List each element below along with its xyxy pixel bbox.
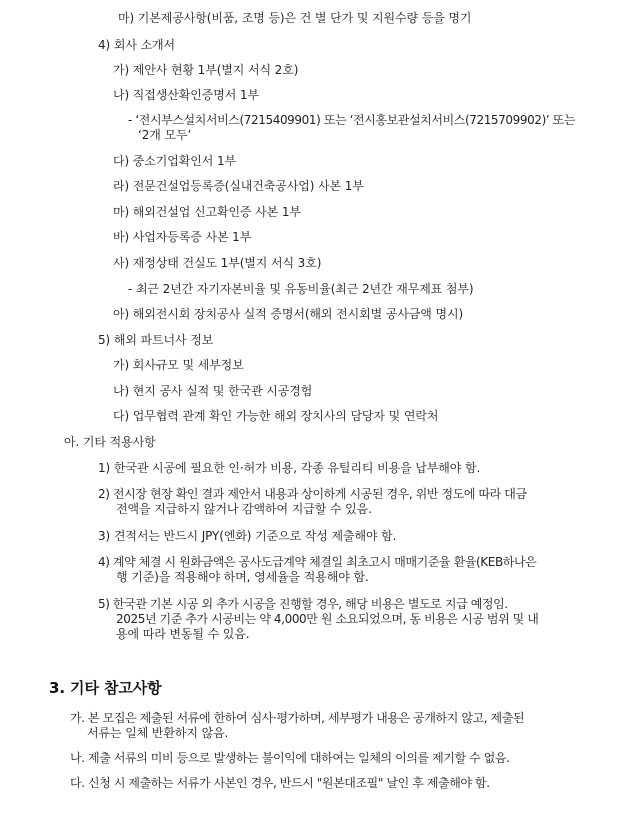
section-subheading: 아. 기타 적용사항 xyxy=(64,435,156,449)
text-line: 마) 해외건설업 신고확인증 사본 1부 xyxy=(113,205,301,219)
text-line: 바) 사업자등록증 사본 1부 xyxy=(113,230,252,244)
text-line: 다) 중소기업확인서 1부 xyxy=(113,154,236,168)
text-line: 가) 회사규모 및 세부정보 xyxy=(113,358,244,372)
text-line: 나) 현지 공사 실적 및 한국관 시공경험 xyxy=(113,384,313,398)
text-line: 3) 견적서는 반드시 JPY(엔화) 기준으로 작성 제출해야 함. xyxy=(98,529,397,543)
text-line: 5) 한국관 기본 시공 외 추가 시공을 진행할 경우, 해당 비용은 별도로 지급 예정임. xyxy=(98,597,508,611)
text-line: ‘2개 모두’ xyxy=(138,128,192,142)
text-line: 라) 전문건설업등록증(실내건축공사업) 사본 1부 xyxy=(113,179,364,193)
text-line: 다. 신청 시 제출하는 서류가 사본인 경우, 반드시 "원본대조필" 날인 후 제출해야 함. xyxy=(70,776,490,790)
text-line: - 최근 2년간 자기자본비율 및 유동비율(최근 2년간 재무제표 첨부) xyxy=(128,282,474,296)
text-line: 4) 회사 소개서 xyxy=(98,38,176,52)
text-line: 전액을 지급하지 않거나 감액하여 지급할 수 있음. xyxy=(116,502,372,516)
text-line: 5) 해외 파트너사 정보 xyxy=(98,333,214,347)
text-line: 가) 제안사 현황 1부(별지 서식 2호) xyxy=(113,63,299,77)
text-line: 서류는 일체 반환하지 않음. xyxy=(87,726,229,740)
text-line: 행 기준)을 적용해야 하며, 영세율을 적용해야 함. xyxy=(116,570,369,584)
text-line: 1) 한국관 시공에 필요한 인·허가 비용, 각종 유틸리티 비용을 납부해야 함. xyxy=(98,461,481,475)
section-heading: 3. 기타 참고사항 xyxy=(49,679,162,697)
text-line: 나. 제출 서류의 미비 등으로 발생하는 불이익에 대하여는 일체의 이의를 제기할 수 없음. xyxy=(70,751,510,765)
text-line: - ‘전시부스설치서비스(7215409901) 또는 ‘전시홍보관설치서비스(7215709902)’ 또는 xyxy=(128,113,576,127)
text-line: 용에 따라 변동될 수 있음. xyxy=(116,627,250,641)
text-line: 2025년 기준 추가 시공비는 약 4,000만 원 소요되었으며, 동 비용은 시공 범위 및 내 xyxy=(116,612,539,626)
text-line: 나) 직접생산확인증명서 1부 xyxy=(113,88,259,102)
text-line: 4) 계약 체결 시 원화금액은 공사도급계약 체결일 최초고시 매매기준율 환율(KEB하나은 xyxy=(98,555,537,569)
text-line: 2) 전시장 현장 확인 결과 제안서 내용과 상이하게 시공된 경우, 위반 정도에 따라 대금 xyxy=(98,487,527,501)
text-line: 다) 업무협력 관계 확인 가능한 해외 장치사의 담당자 및 연락처 xyxy=(113,409,439,423)
text-line: 사) 재정상태 건실도 1부(별지 서식 3호) xyxy=(113,256,322,270)
text-line: 아) 해외전시회 장치공사 실적 증명서(해외 전시회별 공사금액 명시) xyxy=(113,307,464,321)
text-line: 마) 기본제공사항(비품, 조명 등)은 건 별 단가 및 지원수량 등을 명기 xyxy=(118,11,472,25)
text-line: 가. 본 모집은 제출된 서류에 한하여 심사·평가하며, 세부평가 내용은 공개하지 않고, 제출된 xyxy=(70,711,525,725)
